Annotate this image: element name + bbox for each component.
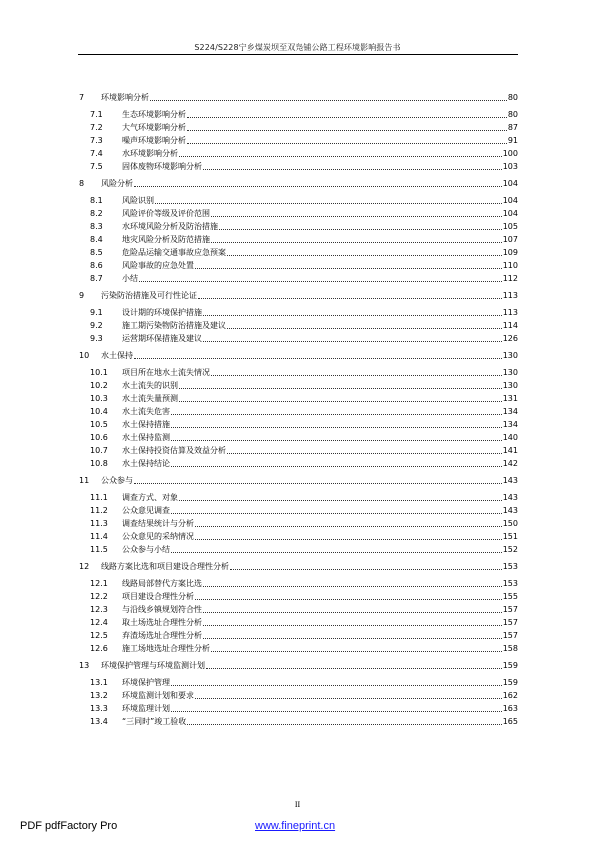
toc-entry-title: 水土保持监测 — [122, 433, 170, 442]
toc-dot-leader — [171, 684, 502, 686]
toc-section-entry[interactable] — [78, 542, 518, 555]
toc-entry-title: 公众意见的采纳情况 — [122, 532, 194, 541]
toc-entry-number: 13.1 — [90, 678, 108, 687]
toc-dot-leader — [227, 452, 502, 454]
toc-section-entry[interactable] — [78, 443, 518, 456]
toc-dot-leader — [150, 99, 507, 101]
toc-entry-number: 13.2 — [90, 691, 108, 700]
toc-entry-number: 12 — [79, 562, 90, 571]
toc-entry-number: 13 — [79, 661, 90, 670]
toc-section-entry[interactable] — [78, 576, 518, 589]
toc-entry-page: 153 — [502, 579, 518, 588]
toc-entry-title: 小结 — [122, 274, 138, 283]
toc-section-entry[interactable] — [78, 133, 518, 146]
toc-section-entry[interactable] — [78, 120, 518, 133]
toc-entry-number: 7.2 — [90, 123, 103, 132]
toc-entry-title: 大气环境影响分析 — [122, 123, 186, 132]
toc-entry-title: 危险品运输交通事故应急预案 — [122, 248, 226, 257]
toc-entry-page: 107 — [502, 235, 518, 244]
toc-chapter-entry[interactable] — [78, 559, 518, 572]
toc-chapter-entry[interactable] — [78, 288, 518, 301]
document-header-title: S224/S228宁乡煤炭坝至双凫铺公路工程环境影响报告书 — [194, 43, 401, 52]
toc-entry-page: 153 — [502, 562, 518, 571]
toc-entry-number: 10.7 — [90, 446, 108, 455]
toc-entry-title: 噪声环境影响分析 — [122, 136, 186, 145]
toc-entry-title: 水土保持 — [101, 351, 133, 360]
toc-section-entry[interactable] — [78, 219, 518, 232]
toc-entry-page: 104 — [502, 179, 518, 188]
toc-entry-page: 104 — [502, 209, 518, 218]
toc-dot-leader — [171, 465, 502, 467]
toc-section-entry[interactable] — [78, 602, 518, 615]
toc-entry-page: 91 — [507, 136, 518, 145]
toc-dot-leader — [227, 327, 502, 329]
toc-entry-page: 87 — [507, 123, 518, 132]
toc-section-entry[interactable] — [78, 714, 518, 727]
toc-entry-title: 环境监理计划 — [122, 704, 170, 713]
header-rule — [78, 54, 518, 55]
toc-dot-leader — [203, 168, 502, 170]
toc-entry-title: 固体废物环境影响分析 — [122, 162, 202, 171]
page-number: II — [294, 800, 301, 809]
toc-entry-number: 9.2 — [90, 321, 103, 330]
toc-entry-page: 163 — [502, 704, 518, 713]
toc-dot-leader — [195, 267, 502, 269]
toc-entry-page: 134 — [502, 407, 518, 416]
toc-entry-title: 弃渣场选址合理性分析 — [122, 631, 202, 640]
toc-section-entry[interactable] — [78, 146, 518, 159]
toc-dot-leader — [203, 637, 502, 639]
toc-entry-page: 159 — [502, 661, 518, 670]
toc-section-entry[interactable] — [78, 516, 518, 529]
toc-entry-title: 水土流失量预测 — [122, 394, 178, 403]
pdf-factory-label: PDF pdfFactory Pro — [20, 820, 118, 832]
toc-section-entry[interactable] — [78, 503, 518, 516]
toc-section-entry[interactable] — [78, 206, 518, 219]
toc-entry-page: 143 — [502, 493, 518, 502]
toc-entry-page: 157 — [502, 605, 518, 614]
toc-entry-page: 142 — [502, 459, 518, 468]
toc-entry-title: 施工场地选址合理性分析 — [122, 644, 210, 653]
toc-entry-title: 公众意见调查 — [122, 506, 170, 515]
toc-section-entry[interactable] — [78, 391, 518, 404]
toc-entry-number: 8.6 — [90, 261, 103, 270]
toc-dot-leader — [211, 215, 502, 217]
toc-entry-number: 9.3 — [90, 334, 103, 343]
toc-section-entry[interactable] — [78, 193, 518, 206]
toc-entry-title: 水土保持措施 — [122, 420, 170, 429]
toc-section-entry[interactable] — [78, 378, 518, 391]
toc-dot-leader — [219, 228, 502, 230]
toc-entry-page: 113 — [502, 308, 518, 317]
toc-section-entry[interactable] — [78, 258, 518, 271]
toc-entry-title: 风险识别 — [122, 196, 154, 205]
toc-dot-leader — [171, 512, 502, 514]
toc-dot-leader — [203, 624, 502, 626]
toc-entry-number: 11.4 — [90, 532, 108, 541]
toc-dot-leader — [171, 551, 502, 553]
toc-entry-number: 7.3 — [90, 136, 103, 145]
toc-entry-number: 11 — [79, 476, 90, 485]
toc-entry-page: 105 — [502, 222, 518, 231]
toc-dot-leader — [203, 585, 502, 587]
toc-chapter-entry[interactable] — [78, 176, 518, 189]
toc-section-entry[interactable] — [78, 628, 518, 641]
toc-entry-number: 12.4 — [90, 618, 108, 627]
toc-entry-title: 生态环境影响分析 — [122, 110, 186, 119]
toc-entry-number: 8.5 — [90, 248, 103, 257]
toc-entry-page: 165 — [502, 717, 518, 726]
toc-dot-leader — [195, 538, 502, 540]
toc-entry-page: 140 — [502, 433, 518, 442]
toc-entry-page: 150 — [502, 519, 518, 528]
toc-entry-page: 157 — [502, 631, 518, 640]
toc-section-entry[interactable] — [78, 701, 518, 714]
toc-entry-title: 项目建设合理性分析 — [122, 592, 194, 601]
toc-chapter-entry[interactable] — [78, 348, 518, 361]
toc-entry-title: 污染防治措施及可行性论证 — [101, 291, 197, 300]
toc-entry-page: 103 — [502, 162, 518, 171]
toc-entry-page: 130 — [502, 351, 518, 360]
toc-dot-leader — [134, 357, 502, 359]
toc-dot-leader — [195, 598, 502, 600]
toc-entry-title: 施工期污染物防治措施及建议 — [122, 321, 226, 330]
toc-section-entry[interactable] — [78, 615, 518, 628]
toc-entry-number: 8 — [79, 179, 85, 188]
toc-dot-leader — [139, 280, 502, 282]
toc-entry-page: 110 — [502, 261, 518, 270]
toc-entry-page: 100 — [502, 149, 518, 158]
toc-chapter-entry[interactable] — [78, 90, 518, 103]
toc-entry-number: 10.4 — [90, 407, 108, 416]
toc-entry-number: 11.3 — [90, 519, 108, 528]
toc-entry-number: 11.2 — [90, 506, 108, 515]
toc-dot-leader — [230, 568, 502, 570]
toc-entry-number: 8.4 — [90, 235, 103, 244]
toc-dot-leader — [187, 142, 507, 144]
toc-entry-title: 环境保护管理与环境监测计划 — [101, 661, 205, 670]
toc-entry-number: 7.5 — [90, 162, 103, 171]
toc-dot-leader — [198, 297, 502, 299]
toc-entry-title: 环境监测计划和要求 — [122, 691, 194, 700]
toc-dot-leader — [179, 387, 502, 389]
toc-entry-title: 水土流失的识别 — [122, 381, 178, 390]
toc-entry-title: 取土场选址合理性分析 — [122, 618, 202, 627]
toc-dot-leader — [187, 723, 501, 725]
toc-dot-leader — [134, 185, 502, 187]
toc-entry-number: 10.8 — [90, 459, 108, 468]
toc-section-entry[interactable] — [78, 430, 518, 443]
toc-dot-leader — [211, 650, 502, 652]
toc-dot-leader — [211, 374, 502, 376]
toc-entry-page: 157 — [502, 618, 518, 627]
toc-section-entry[interactable] — [78, 417, 518, 430]
toc-entry-page: 159 — [502, 678, 518, 687]
toc-section-entry[interactable] — [78, 365, 518, 378]
toc-entry-page: 113 — [502, 291, 518, 300]
toc-dot-leader — [227, 254, 502, 256]
toc-dot-leader — [179, 155, 502, 157]
toc-entry-page: 80 — [507, 110, 518, 119]
toc-entry-number: 11.5 — [90, 545, 108, 554]
toc-entry-number: 10.5 — [90, 420, 108, 429]
toc-entry-number: 12.6 — [90, 644, 108, 653]
toc-entry-title: 水土流失危害 — [122, 407, 170, 416]
toc-entry-title: 风险事故的应急处置 — [122, 261, 194, 270]
toc-entry-number: 10.6 — [90, 433, 108, 442]
toc-section-entry[interactable] — [78, 271, 518, 284]
toc-entry-number: 12.5 — [90, 631, 108, 640]
toc-entry-title: 风险评价等级及评价范围 — [122, 209, 210, 218]
toc-section-entry[interactable] — [78, 318, 518, 331]
toc-entry-page: 104 — [502, 196, 518, 205]
toc-section-entry[interactable] — [78, 305, 518, 318]
toc-dot-leader — [179, 499, 502, 501]
toc-section-entry[interactable] — [78, 589, 518, 602]
toc-dot-leader — [187, 116, 507, 118]
toc-entry-page: 162 — [502, 691, 518, 700]
toc-entry-number: 12.2 — [90, 592, 108, 601]
toc-entry-number: 7.1 — [90, 110, 103, 119]
toc-section-entry[interactable] — [78, 688, 518, 701]
toc-dot-leader — [203, 611, 502, 613]
toc-entry-title: 风险分析 — [101, 179, 133, 188]
table-of-contents — [78, 90, 518, 727]
toc-section-entry[interactable] — [78, 404, 518, 417]
toc-dot-leader — [179, 400, 502, 402]
toc-entry-number: 11.1 — [90, 493, 108, 502]
toc-entry-title: 水环境风险分析及防治措施 — [122, 222, 218, 231]
toc-section-entry[interactable] — [78, 245, 518, 258]
toc-section-entry[interactable] — [78, 641, 518, 654]
toc-entry-number: 10 — [79, 351, 90, 360]
toc-entry-title: 线路方案比选和项目建设合理性分析 — [101, 562, 229, 571]
toc-entry-title: 线路局部替代方案比选 — [122, 579, 202, 588]
toc-dot-leader — [171, 710, 502, 712]
toc-entry-page: 141 — [502, 446, 518, 455]
toc-dot-leader — [187, 129, 507, 131]
toc-entry-title: 地灾风险分析及防范措施 — [122, 235, 210, 244]
toc-entry-title: 调查结果统计与分析 — [122, 519, 194, 528]
toc-entry-page: 143 — [502, 506, 518, 515]
toc-entry-title: 水环境影响分析 — [122, 149, 178, 158]
toc-entry-number: 10.2 — [90, 381, 108, 390]
toc-entry-number: 8.1 — [90, 196, 103, 205]
toc-entry-title: 设计期的环境保护措施 — [122, 308, 202, 317]
toc-entry-title: “三同时”竣工验收 — [122, 717, 187, 726]
toc-entry-number: 10.3 — [90, 394, 108, 403]
toc-section-entry[interactable] — [78, 107, 518, 120]
toc-entry-page: 143 — [502, 476, 518, 485]
fineprint-link[interactable]: www.fineprint.cn — [255, 820, 336, 832]
toc-entry-title: 与沿线乡镇规划符合性 — [122, 605, 202, 614]
toc-entry-page: 126 — [502, 334, 518, 343]
toc-entry-title: 项目所在地水土流失情况 — [122, 368, 210, 377]
toc-entry-number: 12.1 — [90, 579, 108, 588]
toc-section-entry[interactable] — [78, 232, 518, 245]
toc-entry-title: 运营期环保措施及建议 — [122, 334, 202, 343]
toc-entry-number: 13.4 — [90, 717, 108, 726]
toc-dot-leader — [203, 314, 502, 316]
toc-section-entry[interactable] — [78, 490, 518, 503]
toc-entry-title: 环境保护管理 — [122, 678, 170, 687]
toc-entry-title: 水土保持投资估算及效益分析 — [122, 446, 226, 455]
toc-entry-page: 151 — [502, 532, 518, 541]
toc-entry-page: 112 — [502, 274, 518, 283]
toc-chapter-entry[interactable] — [78, 473, 518, 486]
toc-dot-leader — [195, 525, 502, 527]
toc-entry-number: 8.7 — [90, 274, 103, 283]
toc-entry-number: 7.4 — [90, 149, 103, 158]
toc-entry-title: 环境影响分析 — [101, 93, 149, 102]
toc-dot-leader — [206, 667, 502, 669]
toc-entry-page: 80 — [507, 93, 518, 102]
toc-entry-number: 9.1 — [90, 308, 103, 317]
toc-dot-leader — [155, 202, 502, 204]
toc-dot-leader — [171, 426, 502, 428]
toc-entry-number: 12.3 — [90, 605, 108, 614]
toc-entry-number: 13.3 — [90, 704, 108, 713]
toc-section-entry[interactable] — [78, 159, 518, 172]
toc-entry-page: 130 — [502, 368, 518, 377]
toc-entry-page: 134 — [502, 420, 518, 429]
toc-dot-leader — [171, 439, 502, 441]
toc-entry-page: 109 — [502, 248, 518, 257]
toc-entry-page: 114 — [502, 321, 518, 330]
toc-entry-page: 131 — [502, 394, 518, 403]
toc-section-entry[interactable] — [78, 456, 518, 469]
toc-entry-number: 9 — [79, 291, 85, 300]
toc-dot-leader — [171, 413, 502, 415]
toc-entry-page: 155 — [502, 592, 518, 601]
toc-dot-leader — [195, 697, 502, 699]
toc-section-entry[interactable] — [78, 331, 518, 344]
toc-entry-number: 8.3 — [90, 222, 103, 231]
toc-entry-title: 水土保持结论 — [122, 459, 170, 468]
toc-entry-number: 8.2 — [90, 209, 103, 218]
toc-entry-page: 130 — [502, 381, 518, 390]
toc-section-entry[interactable] — [78, 529, 518, 542]
toc-entry-title: 公众参与小结 — [122, 545, 170, 554]
toc-entry-number: 10.1 — [90, 368, 108, 377]
toc-dot-leader — [203, 340, 502, 342]
toc-entry-page: 152 — [502, 545, 518, 554]
toc-entry-title: 调查方式、对象 — [122, 493, 178, 502]
toc-entry-title: 公众参与 — [101, 476, 133, 485]
toc-section-entry[interactable] — [78, 675, 518, 688]
toc-dot-leader — [211, 241, 502, 243]
toc-entry-page: 158 — [502, 644, 518, 653]
toc-entry-number: 7 — [79, 93, 85, 102]
toc-dot-leader — [134, 482, 502, 484]
toc-chapter-entry[interactable] — [78, 658, 518, 671]
